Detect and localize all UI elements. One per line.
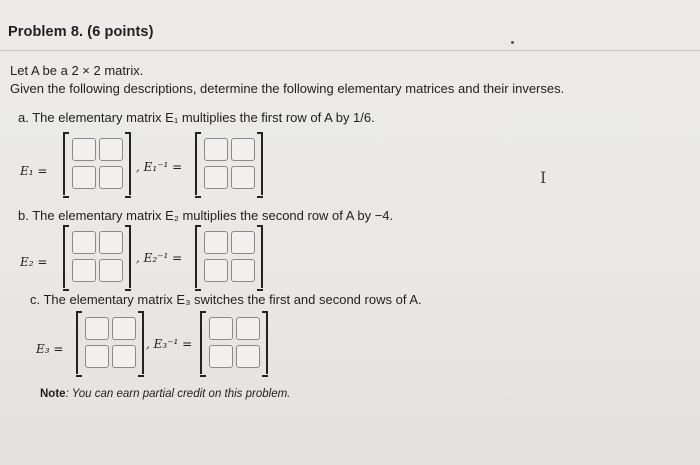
part-b-inverse-label: , E₂⁻¹ = (136, 251, 183, 265)
e1-cell-11[interactable] (72, 138, 96, 161)
e1inv-cell-22[interactable] (231, 166, 255, 189)
partial-credit-note (40, 388, 290, 400)
part-b-statement: b. The elementary matrix E₂ multiplies the second row of A by −4. (18, 208, 394, 223)
e3-cell-21[interactable] (85, 345, 109, 368)
part-a-inverse-label: , E₁⁻¹ = (136, 160, 183, 174)
part-a-matrix-label: E₁ = (20, 164, 48, 178)
stray-dot (511, 41, 514, 44)
e1-cell-22[interactable] (99, 166, 123, 189)
part-c-inverse-label: , E₃⁻¹ = (146, 337, 193, 351)
e1inv-cell-12[interactable] (231, 138, 255, 161)
e2inv-cell-11[interactable] (204, 231, 228, 254)
intro-line-1: Let A be a 2 × 2 matrix. (10, 63, 144, 78)
intro-line-2: Given the following descriptions, determine the following elementary matrices and their inverses. (10, 81, 565, 96)
e1inv-cell-21[interactable] (204, 166, 228, 189)
e3-cell-11[interactable] (85, 317, 109, 340)
note-text: : You can earn partial credit on this problem. (65, 388, 291, 400)
e3inv-cell-22[interactable] (236, 345, 260, 368)
part-c-matrix-e3 (76, 312, 144, 374)
part-b-matrix-e2-inverse (195, 226, 263, 288)
e2-cell-21[interactable] (72, 259, 96, 282)
e2inv-cell-22[interactable] (231, 259, 255, 282)
part-b-matrix-label: E₂ = (20, 255, 48, 269)
e1-cell-21[interactable] (72, 166, 96, 189)
part-c-matrix-label: E₃ = (36, 342, 64, 356)
note-label: Note (40, 388, 66, 400)
part-c-statement: c. The elementary matrix E₃ switches the first and second rows of A. (30, 292, 422, 307)
e3-cell-12[interactable] (112, 317, 136, 340)
part-c-matrix-e3-inverse (200, 312, 268, 374)
e2-cell-11[interactable] (72, 231, 96, 254)
e2inv-cell-21[interactable] (204, 259, 228, 282)
part-a-matrix-e1-inverse (195, 133, 263, 195)
e2inv-cell-12[interactable] (231, 231, 255, 254)
part-a-matrix-e1 (63, 133, 131, 195)
e3inv-cell-21[interactable] (209, 345, 233, 368)
e2-cell-22[interactable] (99, 259, 123, 282)
part-b-matrix-e2 (63, 226, 131, 288)
text-cursor-icon: I (540, 168, 547, 187)
e3inv-cell-12[interactable] (236, 317, 260, 340)
part-a-statement: a. The elementary matrix E₁ multiplies the first row of A by 1/6. (18, 110, 375, 125)
e3inv-cell-11[interactable] (209, 317, 233, 340)
e2-cell-12[interactable] (99, 231, 123, 254)
e3-cell-22[interactable] (112, 345, 136, 368)
problem-header (0, 0, 700, 51)
e1inv-cell-11[interactable] (204, 138, 228, 161)
problem-title: Problem 8. (6 points) (8, 24, 154, 40)
e1-cell-12[interactable] (99, 138, 123, 161)
